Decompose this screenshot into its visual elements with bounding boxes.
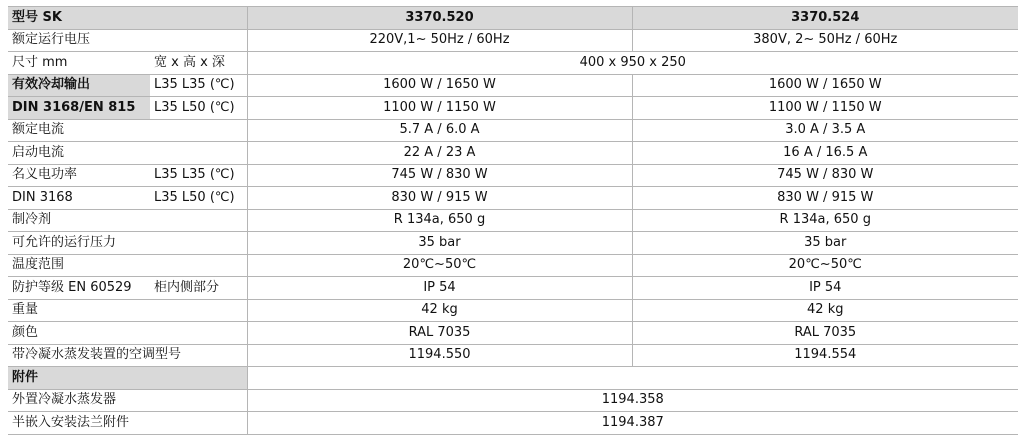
- accessories-title: 附件: [8, 367, 247, 390]
- power-sub-1: L35 L35 (℃): [150, 164, 247, 187]
- row-size: [8, 52, 1018, 75]
- flange-value: 1194.387: [247, 412, 1018, 435]
- evaporator-value: 1194.358: [247, 389, 1018, 412]
- model-3370-524: 3370.524: [632, 7, 1018, 30]
- protection-value-1: IP 54: [247, 277, 632, 300]
- pressure-value-1: 35 bar: [247, 232, 632, 255]
- row-pressure: [8, 232, 1018, 255]
- protection-label: 防护等级 EN 60529: [8, 277, 150, 300]
- accessories-header-blank: [247, 367, 1018, 390]
- size-label: 尺寸 mm: [8, 52, 150, 75]
- row-start-current: [8, 142, 1018, 165]
- row-power-2: [8, 187, 1018, 210]
- row-cooling-1: [8, 74, 1018, 97]
- accessories-header-row: [8, 367, 1018, 390]
- color-value-2: RAL 7035: [632, 322, 1018, 345]
- temperature-label: 温度范围: [8, 254, 247, 277]
- weight-value-2: 42 kg: [632, 299, 1018, 322]
- row-refrigerant: [8, 209, 1018, 232]
- power-value-2-2: 830 W / 915 W: [632, 187, 1018, 210]
- power-value-1-1: 745 W / 830 W: [247, 164, 632, 187]
- row-rated-current: [8, 119, 1018, 142]
- temperature-value-2: 20℃~50℃: [632, 254, 1018, 277]
- size-value: 400 x 950 x 250: [247, 52, 1018, 75]
- voltage-label: 额定运行电压: [8, 29, 247, 52]
- cooling-value-2-1: 1100 W / 1150 W: [247, 97, 632, 120]
- ac-model-value-1: 1194.550: [247, 344, 632, 367]
- weight-value-1: 42 kg: [247, 299, 632, 322]
- voltage-value-1: 220V,1~ 50Hz / 60Hz: [247, 29, 632, 52]
- cooling-sub-2: L35 L50 (℃): [150, 97, 247, 120]
- power-standard: DIN 3168: [8, 187, 150, 210]
- power-label: 名义电功率: [8, 164, 150, 187]
- cooling-value-1-2: 1600 W / 1650 W: [632, 74, 1018, 97]
- cooling-value-1-1: 1600 W / 1650 W: [247, 74, 632, 97]
- power-value-1-2: 745 W / 830 W: [632, 164, 1018, 187]
- row-cooling-2: [8, 97, 1018, 120]
- size-sublabel: 宽 x 高 x 深: [150, 52, 247, 75]
- cooling-label: 有效冷却输出: [8, 74, 150, 97]
- protection-value-2: IP 54: [632, 277, 1018, 300]
- start-current-value-2: 16 A / 16.5 A: [632, 142, 1018, 165]
- rated-current-value-1: 5.7 A / 6.0 A: [247, 119, 632, 142]
- voltage-value-2: 380V, 2~ 50Hz / 60Hz: [632, 29, 1018, 52]
- ac-model-value-2: 1194.554: [632, 344, 1018, 367]
- row-weight: [8, 299, 1018, 322]
- ac-model-label: 带冷凝水蒸发装置的空调型号: [8, 344, 247, 367]
- row-evaporator: [8, 389, 1018, 412]
- row-color: [8, 322, 1018, 345]
- start-current-label: 启动电流: [8, 142, 247, 165]
- power-sub-2: L35 L50 (℃): [150, 187, 247, 210]
- row-power-1: [8, 164, 1018, 187]
- refrigerant-label: 制冷剂: [8, 209, 247, 232]
- row-voltage: [8, 29, 1018, 52]
- color-label: 颜色: [8, 322, 247, 345]
- row-temperature: [8, 254, 1018, 277]
- model-label: 型号 SK: [8, 7, 247, 30]
- pressure-label: 可允许的运行压力: [8, 232, 247, 255]
- row-ac-model: [8, 344, 1018, 367]
- start-current-value-1: 22 A / 23 A: [247, 142, 632, 165]
- cooling-sub-1: L35 L35 (℃): [150, 74, 247, 97]
- pressure-value-2: 35 bar: [632, 232, 1018, 255]
- color-value-1: RAL 7035: [247, 322, 632, 345]
- row-flange: [8, 412, 1018, 435]
- rated-current-label: 额定电流: [8, 119, 247, 142]
- row-protection: [8, 277, 1018, 300]
- cooling-standard: DIN 3168/EN 815: [8, 97, 150, 120]
- power-value-2-1: 830 W / 915 W: [247, 187, 632, 210]
- cooling-value-2-2: 1100 W / 1150 W: [632, 97, 1018, 120]
- header-row: [8, 7, 1018, 30]
- weight-label: 重量: [8, 299, 247, 322]
- refrigerant-value-1: R 134a, 650 g: [247, 209, 632, 232]
- protection-sublabel: 柜内侧部分: [150, 277, 247, 300]
- rated-current-value-2: 3.0 A / 3.5 A: [632, 119, 1018, 142]
- flange-label: 半嵌入安装法兰附件: [8, 412, 247, 435]
- model-3370-520: 3370.520: [247, 7, 632, 30]
- refrigerant-value-2: R 134a, 650 g: [632, 209, 1018, 232]
- evaporator-label: 外置冷凝水蒸发器: [8, 389, 247, 412]
- temperature-value-1: 20℃~50℃: [247, 254, 632, 277]
- spec-table: [8, 6, 1018, 435]
